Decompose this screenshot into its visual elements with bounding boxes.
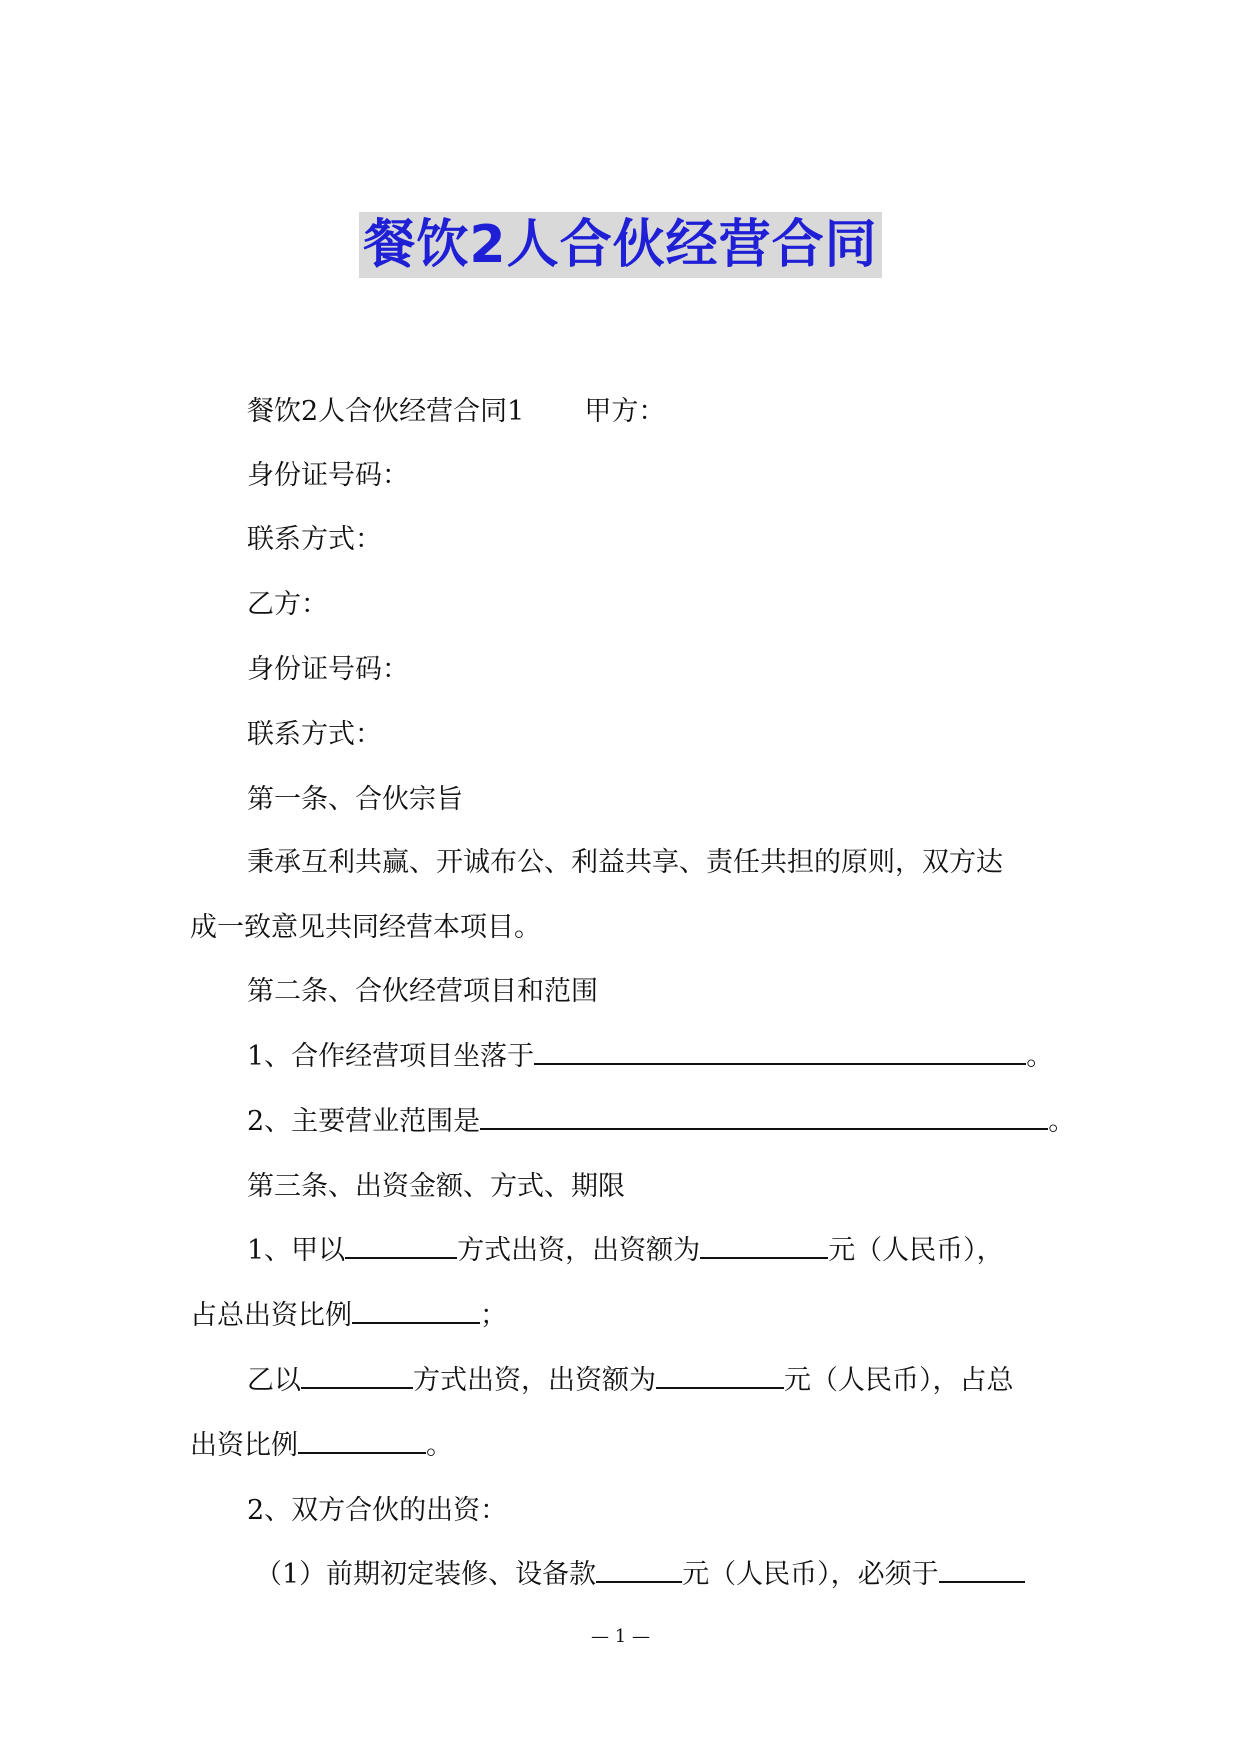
item2-sub1-text-b: 元（人民币），必须于 (682, 1559, 939, 1590)
scope-blank (480, 1102, 1048, 1130)
party-b-contact: 联系方式： (247, 719, 382, 750)
b-invest-text-4: 出资比例 (190, 1430, 298, 1461)
a-invest-text-4: 占总出资比例 (190, 1300, 352, 1331)
a-invest-text-2: 方式出资，出资额为 (457, 1235, 701, 1266)
article2-item2-suffix: 。 (1048, 1106, 1076, 1137)
b-invest-text-1: 乙以 (247, 1365, 301, 1396)
party-b-label: 乙方： (247, 589, 328, 620)
b-amount-blank (656, 1361, 784, 1389)
party-a-id: 身份证号码： (247, 460, 409, 491)
b-method-blank (301, 1361, 413, 1389)
decoration-date-blank (939, 1555, 1025, 1583)
party-a-label: 甲方： (584, 396, 666, 427)
page-number: — 1 — (591, 1626, 650, 1647)
a-invest-text-1: 1、甲以 (247, 1235, 346, 1266)
b-ratio-blank (298, 1426, 426, 1454)
a-invest-line2 (190, 1296, 507, 1336)
article2-item2 (247, 1102, 1075, 1142)
a-method-blank (345, 1231, 457, 1259)
document-title: 餐饮2人合伙经营合同 (359, 212, 881, 278)
party-b-id: 身份证号码： (247, 654, 409, 685)
article2-title: 第二条、合伙经营项目和范围 (247, 976, 598, 1007)
article1-text-line1: 秉承互利共赢、开诚布公、利益共享、责任共担的原则，双方达 (247, 847, 1003, 878)
b-invest-text-5: 。 (426, 1430, 453, 1461)
b-invest-text-2: 方式出资，出资额为 (413, 1365, 656, 1396)
decoration-amount-blank (596, 1555, 682, 1583)
article2-item2-prefix: 2、主要营业范围是 (247, 1106, 481, 1137)
party-a-contact: 联系方式： (247, 524, 382, 555)
article1-text-line2: 成一致意见共同经营本项目。 (190, 912, 541, 943)
intro-line (247, 392, 665, 432)
title-container (0, 212, 1241, 278)
article2-item1-suffix: 。 (1026, 1041, 1054, 1072)
b-invest-line2 (190, 1426, 453, 1466)
location-blank (534, 1037, 1026, 1065)
b-invest-line1 (247, 1361, 1014, 1401)
article2-item1-prefix: 1、合作经营项目坐落于 (247, 1041, 535, 1072)
a-ratio-blank (352, 1296, 480, 1324)
item2-sub1-text-a: （1）前期初定装修、设备款 (255, 1559, 597, 1590)
article2-item1 (247, 1037, 1053, 1077)
a-invest-text-5: ； (480, 1300, 507, 1331)
item2-title: 2、双方合伙的出资： (247, 1495, 508, 1526)
article3-title: 第三条、出资金额、方式、期限 (247, 1171, 625, 1202)
item2-sub1 (255, 1555, 1025, 1595)
article1-title: 第一条、合伙宗旨 (247, 784, 463, 815)
intro-heading: 餐饮2人合伙经营合同1 (247, 396, 525, 427)
a-invest-line1 (247, 1231, 1004, 1271)
a-invest-text-3: 元（人民币）， (828, 1235, 1004, 1266)
a-amount-blank (700, 1231, 828, 1259)
b-invest-text-3: 元（人民币），占总 (784, 1365, 1014, 1396)
